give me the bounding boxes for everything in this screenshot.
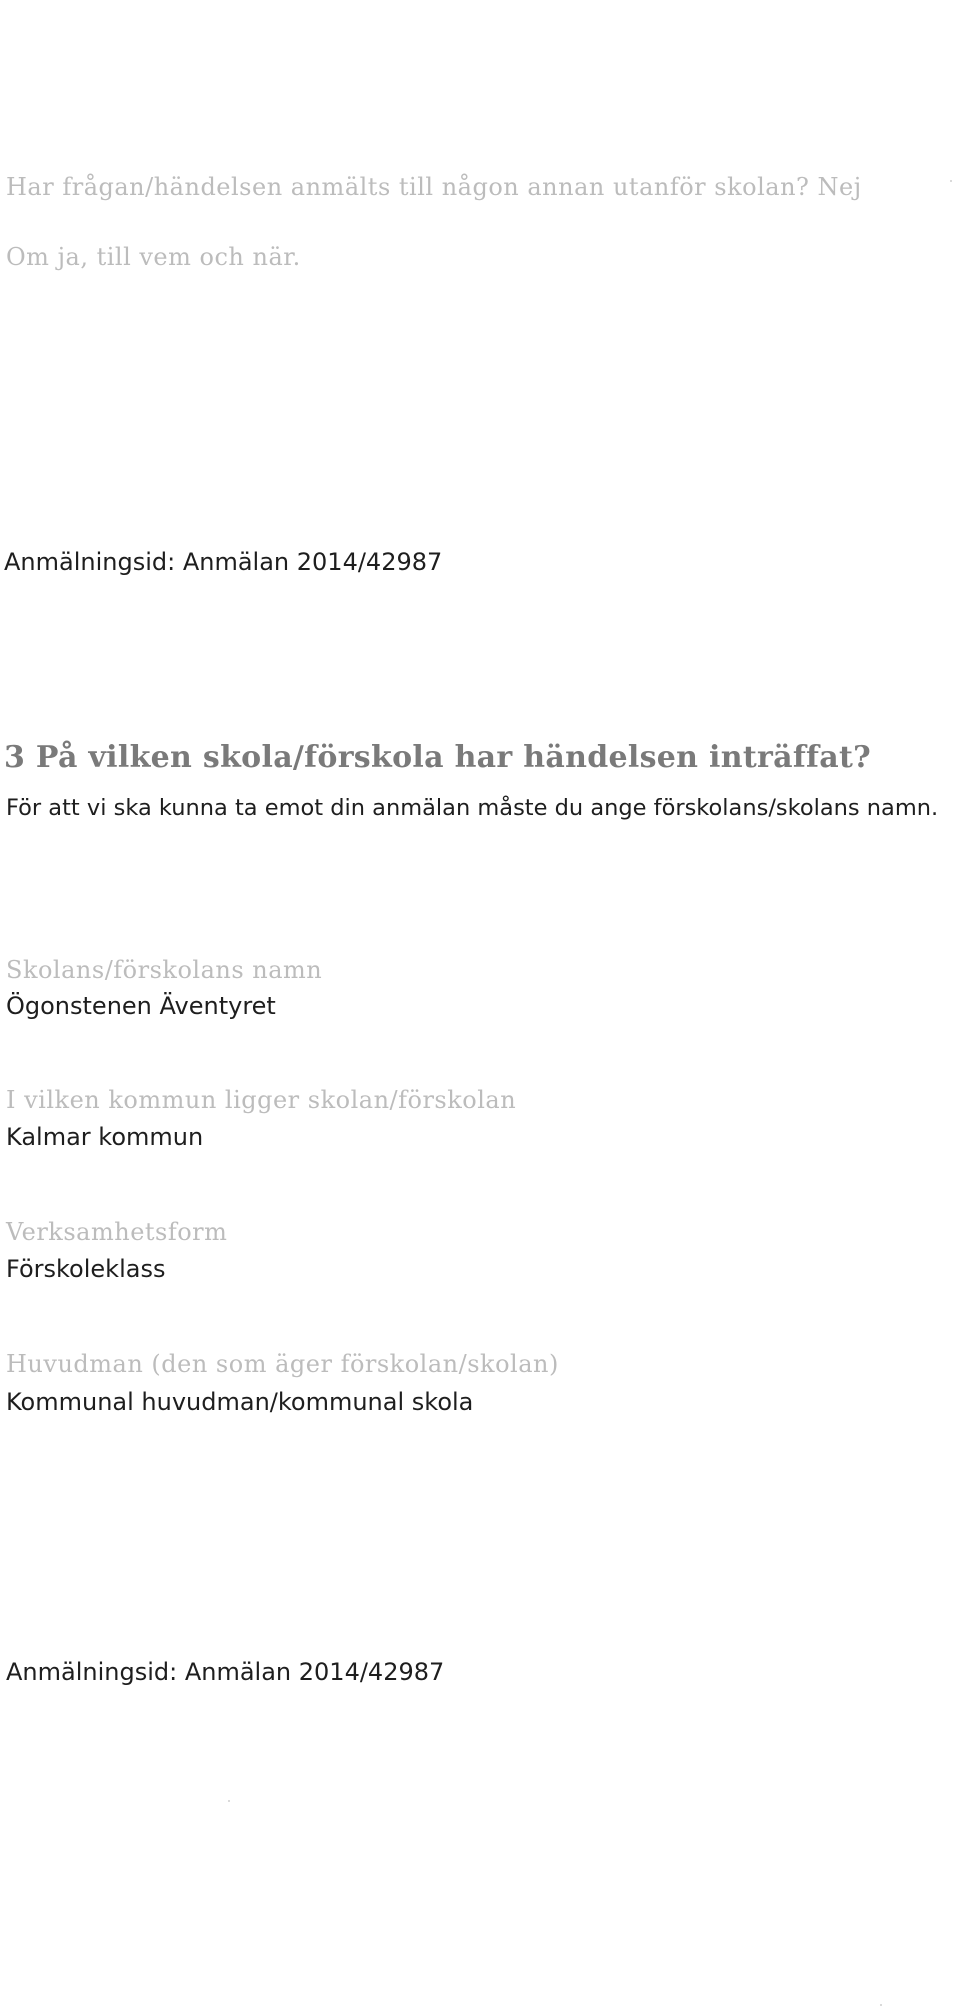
scan-speck xyxy=(228,1800,230,1802)
section-3-title: 3 På vilken skola/förskola har händelsen inträffat? xyxy=(4,740,872,775)
municipality-label: I vilken kommun ligger skolan/förskolan xyxy=(6,1086,517,1114)
report-id-first: Anmälningsid: Anmälan 2014/42987 xyxy=(4,548,443,576)
school-name-value: Ögonstenen Äventyret xyxy=(6,992,276,1020)
operation-type-value: Förskoleklass xyxy=(6,1255,166,1283)
principal-value: Kommunal huvudman/kommunal skola xyxy=(6,1388,474,1416)
principal-label: Huvudman (den som äger förskolan/skolan) xyxy=(6,1350,559,1378)
municipality-value: Kalmar kommun xyxy=(6,1123,204,1151)
school-name-label: Skolans/förskolans namn xyxy=(6,956,323,984)
report-id-second: Anmälningsid: Anmälan 2014/42987 xyxy=(6,1658,445,1686)
operation-type-label: Verksamhetsform xyxy=(6,1218,228,1246)
reported-elsewhere-question-line xyxy=(6,175,862,199)
section-3-description: För att vi ska kunna ta emot din anmälan måste du ange förskolans/skolans namn. xyxy=(6,795,939,821)
scan-speck xyxy=(950,180,952,182)
reported-elsewhere-answer: Nej xyxy=(817,173,862,201)
scan-speck xyxy=(880,2004,882,2006)
reported-elsewhere-question: Har frågan/händelsen anmälts till någon annan utanför skolan? xyxy=(6,173,810,201)
reported-elsewhere-followup: Om ja, till vem och när. xyxy=(6,243,301,271)
